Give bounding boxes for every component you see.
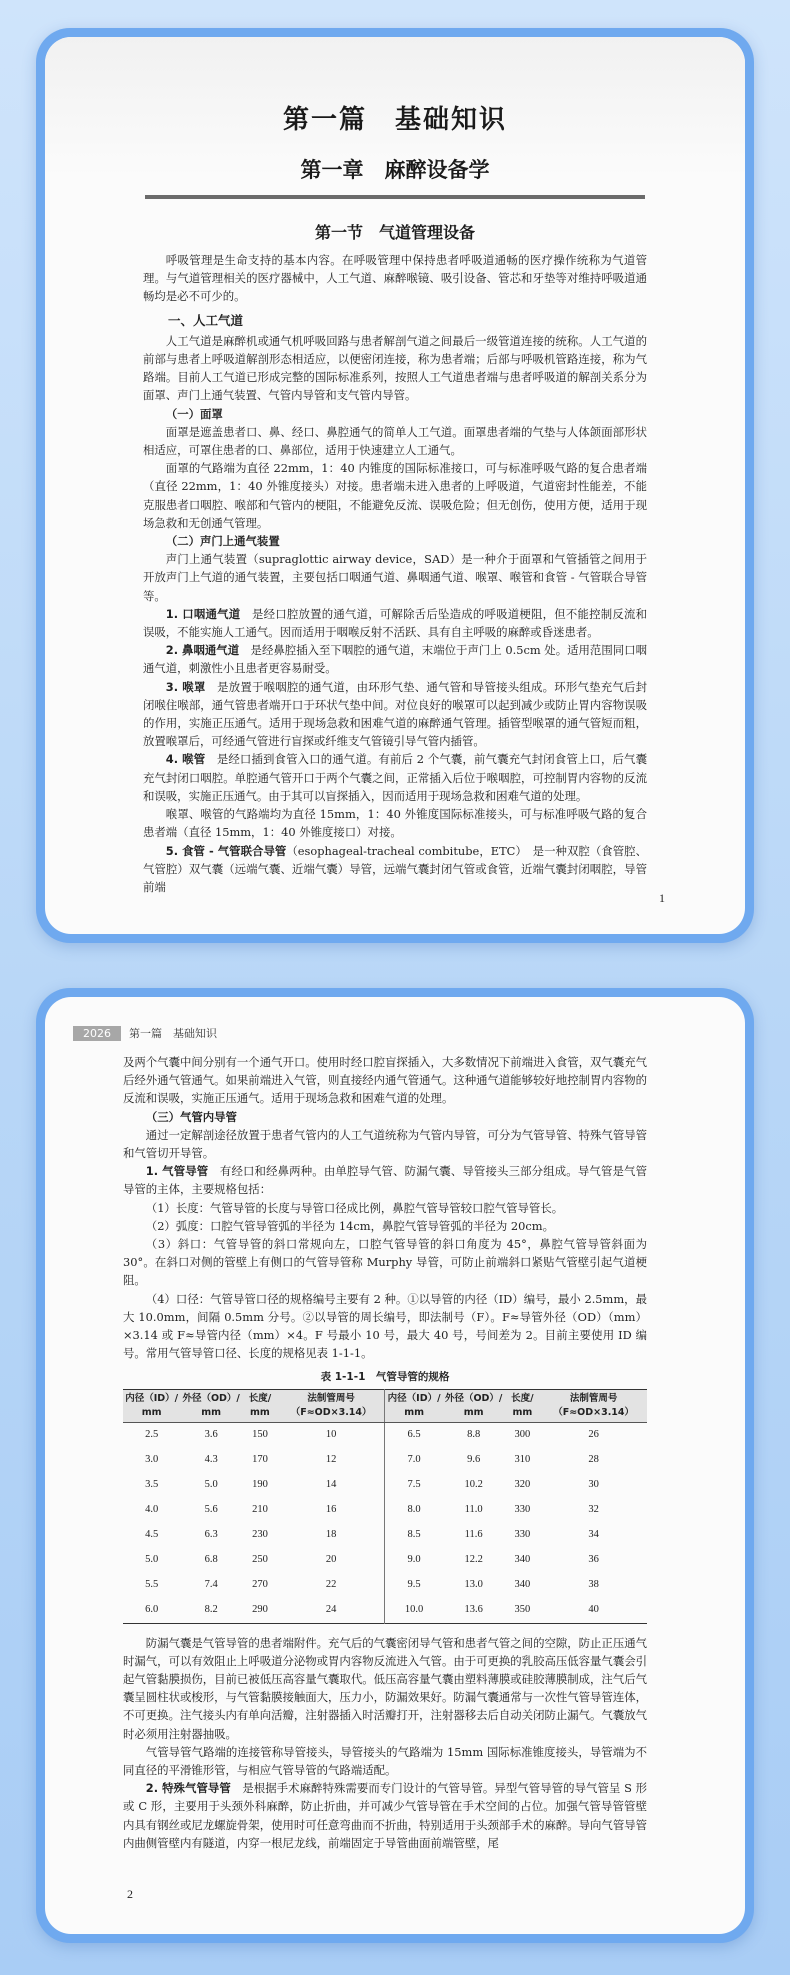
heading-sad: （二）声门上通气装置 [165, 534, 280, 549]
paragraph-connector: 气管导管气路端的连接管称导管接头，导管接头的气路端为 15mm 国际标准锥度接头，导管端为不同直径的平滑锥形管，与相应气管导管的气路端适配。 [123, 1744, 647, 1778]
table-cell: 270 [252, 1578, 268, 1590]
page-number: 1 [659, 891, 665, 905]
list-item-oropharyngeal [143, 605, 647, 641]
table-cell: 12.2 [464, 1553, 483, 1565]
list-item-tracheal-tube [123, 1162, 647, 1198]
table-cell: 150 [252, 1428, 268, 1440]
term-text: 是经鼻腔插入至下咽腔的通气道，末端位于声门上 0.5cm 处。适用范围同口咽通气道，刺激性小且患者更容易耐受。 [143, 643, 647, 676]
table-cell: 38 [588, 1578, 599, 1590]
paragraph-artificial-airway: 人工气道是麻醉机或通气机呼吸回路与患者解剖气道之间最后一级管道连接的统称。人工气道的前部与患者上呼吸道解剖形态相适应，以便密闭连接，称为患者端；后部与呼吸机管路连接，称为气路端。目前人工气道已形成完整的国际标准系列，按照人工气道患者端与患者呼吸道的解剖关系分为面罩、声门上通气装置、气管内导管和支气管内导管。 [143, 333, 647, 403]
term-text: 是经口腔放置的通气道，可解除舌后坠造成的呼吸道梗阻，但不能控制反流和误吸，不能实施人工通气。因而适用于咽喉反射不活跃、具有自主呼吸的麻醉或昏迷患者。 [143, 606, 647, 640]
paragraph-mask-2: 面罩的气路端为直径 22mm，1：40 内锥度的国际标准接口，可与标准呼吸气路的复合患者端（直径 22mm，1：40 外锥度接头）对接。患者端未进入患者的上呼吸道，气道密封性能差，不能克服患者口咽腔、喉部和气管内的梗阻，不能避免反流、误吸危险；但无创伤，使用方便，适用于现场急救和无创通气管理。 [143, 461, 647, 530]
heading-ett: （三）气管内导管 [145, 1109, 237, 1124]
column-header: 长度/ mm [505, 1389, 541, 1422]
table-cell: 6.3 [204, 1528, 218, 1540]
section-title: 第一节 气道管理设备 [314, 223, 475, 242]
table-cell: 310 [514, 1453, 531, 1465]
column-header: 法制管周号（F≈OD×3.14） [540, 1389, 647, 1422]
list-item-special-tube [123, 1779, 647, 1852]
table-cell: 7.5 [385, 1473, 443, 1498]
table-cell: 13.6 [464, 1603, 483, 1615]
table-cell: 40 [588, 1603, 599, 1615]
column-header: 外径（OD）/ mm [443, 1389, 505, 1422]
paragraph-intro: 呼吸管理是生命支持的基本内容。在呼吸管理中保持患者呼吸道通畅的医疗操作统称为气道管理。与气道管理相关的医疗器械中，人工气道、麻醉喉镜、吸引设备、管芯和牙垫等对维持呼吸道通畅均是必不可少的。 [143, 253, 647, 304]
paragraph-cuff: 防漏气囊是气管导管的患者端附件。充气后的气囊密闭导气管和患者气管之间的空隙，防止正压通气时漏气，可以有效阻止上呼吸道分泌物或胃内容物反流进入气管。由于可更换的乳胶高压低容量气囊会引起气管黏膜损伤，目前已被低压高容量气囊取代。低压高容量气囊由塑料薄膜或硅胶薄膜制成，注气后气囊呈圆柱状或梭形，与气管黏膜接触面大，压力小，防漏效果好。防漏气囊通常与一次性气管导管连体，不可更换。注气接头内有单向活瓣，注射器插入时活瓣打开，注射器移去后自动关闭防止漏气。气囊放气时必须用注射器抽吸。 [123, 1635, 647, 1741]
table-cell: 24 [325, 1603, 337, 1615]
table-cell: 34 [588, 1528, 599, 1540]
paragraph-mask-1: 面罩是遮盖患者口、鼻、经口、鼻腔通气的简单人工气道。面罩患者端的气垫与人体颌面部形状相适应，可罩住患者的口、鼻部位，适用于快速建立人工通气。 [143, 424, 647, 458]
spec-length: （1）长度：气管导管的长度与导管口径成比例，鼻腔气管导管较口腔气管导管长。 [145, 1200, 564, 1215]
table-cell: 350 [514, 1603, 531, 1615]
table-cell: 300 [514, 1428, 531, 1440]
table-cell: 5.0 [145, 1553, 159, 1565]
table-cell: 230 [252, 1528, 268, 1540]
spec-caliber: （4）口径：气管导管口径的规格编号主要有 2 种。①以导管的内径（ID）编号，最小 2.5mm，最大 10.0mm，间隔 0.5mm 分号。②以导管的周长编号，即法制号（F）。F≈导管外径（OD）（mm）×3.14 或 F≈导管内径（mm）×4。F 号最小 10 号，最大 40 号，号间差为 2。目前主要使用 ID 编号。常用气管导管口径、长度的规格见表 1-1-1。 [123, 1291, 647, 1361]
table-cell: 330 [514, 1528, 531, 1540]
table-caption: 表 1-1-1 气管导管的规格 [320, 1371, 450, 1384]
page-1-body [143, 251, 647, 896]
column-header: 内径（ID）/ mm [123, 1389, 180, 1422]
term-label: 1. 口咽通气道 [165, 606, 241, 621]
column-header: 外径（OD）/ mm [180, 1389, 242, 1422]
table-cell: 22 [325, 1578, 337, 1590]
column-header: 内径（ID）/ mm [385, 1389, 443, 1422]
table-cell: 6.8 [204, 1553, 218, 1565]
table-cell: 28 [588, 1453, 599, 1465]
paragraph-tube-end: 喉罩、喉管的气路端均为直径 15mm，1：40 外锥度国际标准接头，可与标准呼吸气路的复合患者端（直径 15mm，1：40 外锥度接口）对接。 [143, 807, 647, 840]
table-cell: 190 [252, 1478, 268, 1490]
table-cell: 2.5 [145, 1428, 159, 1440]
table-cell: 170 [252, 1453, 268, 1465]
table-cell: 210 [252, 1503, 268, 1515]
table-header-row [123, 1389, 647, 1422]
table-cell: 4.0 [145, 1503, 159, 1515]
table-cell: 8.8 [467, 1428, 481, 1440]
term-text: 是经口插到食管入口的通气道。有前后 2 个气囊，前气囊充气封闭食管上口，后气囊充气封闭口咽腔。单腔通气管开口于两个气囊之间，正常插入后位于喉咽腔，可控制胃内容物的反流和误吸，实施正压通气。由于其可以盲探插入，因而适用于现场急救和困难气道的处理。 [143, 752, 647, 803]
header-rule [145, 195, 645, 199]
running-head-badge: 2026 [73, 1026, 121, 1041]
table-cell: 6.0 [145, 1603, 159, 1615]
table-row [123, 1523, 647, 1548]
page-2-body [123, 1053, 647, 1852]
chapter-title: 第一章 麻醉设备学 [300, 157, 490, 182]
paragraph-continued: 及两个气囊中间分别有一个通气开口。使用时经口腔盲探插入，大多数情况下前端进入食管，双气囊充气后经外通气管通气。如果前端进入气管，则直接经内通气管通气。这种通气道能够较好地控制胃内容物的反流和误吸，实施正压通气。适用于现场急救和困难气道的处理。 [123, 1055, 647, 1106]
table-cell: 3.0 [145, 1453, 159, 1465]
term-label: 3. 喉罩 [165, 679, 206, 694]
table-cell: 5.0 [204, 1478, 218, 1490]
page-frame-2 [36, 988, 754, 1943]
term-text: 是放置于喉咽腔的通气道，由环形气垫、通气管和导管接头组成。环形气垫充气后封闭喉住喉部，通气管患者端开口于环状气垫中间。对位良好的喉罩可以起到减少或防止胃内容物误吸的作用，实施正压通气。适用于现场急救和困难气道的麻醉通气管理。插管型喉罩的通气管短而粗，放置喉罩后，可经通气管进行盲探或纤维支气管镜引导气管内插管。 [143, 679, 647, 749]
table-cell: 9.5 [385, 1573, 443, 1598]
table-cell: 26 [588, 1428, 599, 1440]
table-cell: 16 [325, 1503, 337, 1515]
column-header: 长度/ mm [242, 1389, 278, 1422]
term-label: 1. 气管导管 [145, 1164, 209, 1179]
term-label: 2. 特殊气管导管 [145, 1781, 231, 1796]
table-cell: 320 [514, 1478, 531, 1490]
table-cell: 250 [252, 1553, 268, 1565]
table-row [123, 1473, 647, 1498]
table-cell: 3.6 [204, 1428, 218, 1440]
term-label: 5. 食管 - 气管联合导管 [165, 843, 287, 858]
page-frame-1 [36, 28, 754, 943]
table-row [123, 1598, 647, 1624]
table-cell: 11.6 [464, 1528, 483, 1540]
table-cell: 8.2 [204, 1603, 218, 1615]
table-row [123, 1573, 647, 1598]
table-cell: 4.3 [204, 1453, 218, 1465]
table-cell: 7.4 [204, 1578, 218, 1590]
table-cell: 9.6 [467, 1453, 481, 1465]
table-cell: 14 [325, 1478, 337, 1490]
table-cell: 9.0 [385, 1548, 443, 1573]
table-cell: 36 [588, 1553, 599, 1565]
term-label: 4. 喉管 [165, 752, 206, 767]
term-label: 2. 鼻咽通气道 [165, 643, 240, 658]
document-page-2 [45, 997, 745, 1934]
page-number: 2 [127, 1887, 133, 1901]
table-cell: 8.5 [385, 1523, 443, 1548]
table-cell: 340 [514, 1578, 531, 1590]
table-cell: 12 [325, 1453, 337, 1465]
table-cell: 7.0 [385, 1448, 443, 1473]
tube-spec-table [123, 1389, 647, 1624]
document-page-1 [45, 37, 745, 934]
table-cell: 3.5 [145, 1478, 159, 1490]
table-cell: 10 [325, 1428, 337, 1440]
list-item-laryngeal-tube [143, 750, 647, 805]
spec-bevel: （3）斜口：气管导管的斜口常规向左，口腔气管导管的斜口角度为 45°，鼻腔气管导管斜面为 30°。在斜口对侧的管壁上有侧口的气管导管称 Murphy 导管，可防止前端斜口紧贴气管壁引起气道梗阻。 [123, 1237, 647, 1288]
term-text: 是根据手术麻醉特殊需要而专门设计的气管导管。异型气管导管的导气管呈 S 形或 C 形，主要用于头颈外科麻醉，防止折曲，并可减少气管导管在手术空间的占位。加强气管导管管壁内具有钢丝或尼龙螺旋骨架，使用时可任意弯曲而不折曲，特别适用于头颈部手术的麻醉。导向气管导管内曲侧管壁内有隧道，内穿一根尼龙线，前端固定于导管曲面前端管壁，尾 [123, 1781, 648, 1850]
paragraph-ett: 通过一定解剖途径放置于患者气管内的人工气道统称为气管内导管，可分为气管导管、特殊气管导管和气管切开导管。 [123, 1127, 647, 1161]
table-cell: 330 [514, 1503, 531, 1515]
table-row [123, 1498, 647, 1523]
table-row [123, 1422, 647, 1448]
table-cell: 4.5 [145, 1528, 159, 1540]
table-cell: 290 [252, 1603, 268, 1615]
table-cell: 8.0 [385, 1498, 443, 1523]
term-text: （esophageal-tracheal combitube，ETC） 是一种双腔（食管腔、气管腔）双气囊（远端气囊、近端气囊）导管，远端气囊封闭气管或食管，近端气囊封闭咽腔，导管前端 [143, 843, 647, 894]
table-cell: 6.5 [385, 1422, 443, 1448]
spec-curvature: （2）弧度：口腔气管导管弧的半径为 14cm，鼻腔气管导管弧的半径为 20cm。 [145, 1218, 554, 1233]
table-cell: 5.5 [145, 1578, 159, 1590]
table-row [123, 1448, 647, 1473]
paragraph-sad: 声门上通气装置（supraglottic airway device，SAD）是一种介于面罩和气管插管之间用于开放声门上气道的通气装置，主要包括口咽通气道、鼻咽通气道、喉罩、喉管和食管 - 气管联合导管等。 [143, 552, 647, 603]
table-cell: 30 [588, 1478, 599, 1490]
table-cell: 20 [325, 1553, 337, 1565]
column-header: 法制管周号（F≈OD×3.14） [278, 1389, 385, 1422]
table-row [123, 1548, 647, 1573]
after-table [123, 1634, 647, 1852]
table-body [123, 1422, 647, 1623]
list-item-nasopharyngeal [143, 641, 647, 677]
running-head [73, 1025, 717, 1041]
term-text: 有经口和经鼻两种。由单腔导气管、防漏气囊、导管接头三部分组成。导气管是气管导管的主体，主要规格包括： [123, 1164, 647, 1197]
table-cell: 5.6 [204, 1503, 218, 1515]
list-item-lma [143, 678, 647, 751]
table-cell: 32 [588, 1503, 599, 1515]
running-head-title: 第一篇 基础知识 [129, 1027, 217, 1040]
table-cell: 18 [325, 1528, 337, 1540]
table-cell: 10.2 [464, 1478, 483, 1490]
part-title: 第一篇 基础知识 [282, 105, 507, 135]
table-cell: 13.0 [464, 1578, 483, 1590]
heading-mask: （一）面罩 [165, 406, 223, 421]
list-item-combitube [143, 842, 647, 897]
heading-artificial-airway: 一、人工气道 [168, 312, 244, 328]
table-cell: 11.0 [464, 1503, 483, 1515]
table-cell: 10.0 [385, 1598, 443, 1624]
table-cell: 340 [514, 1553, 531, 1565]
